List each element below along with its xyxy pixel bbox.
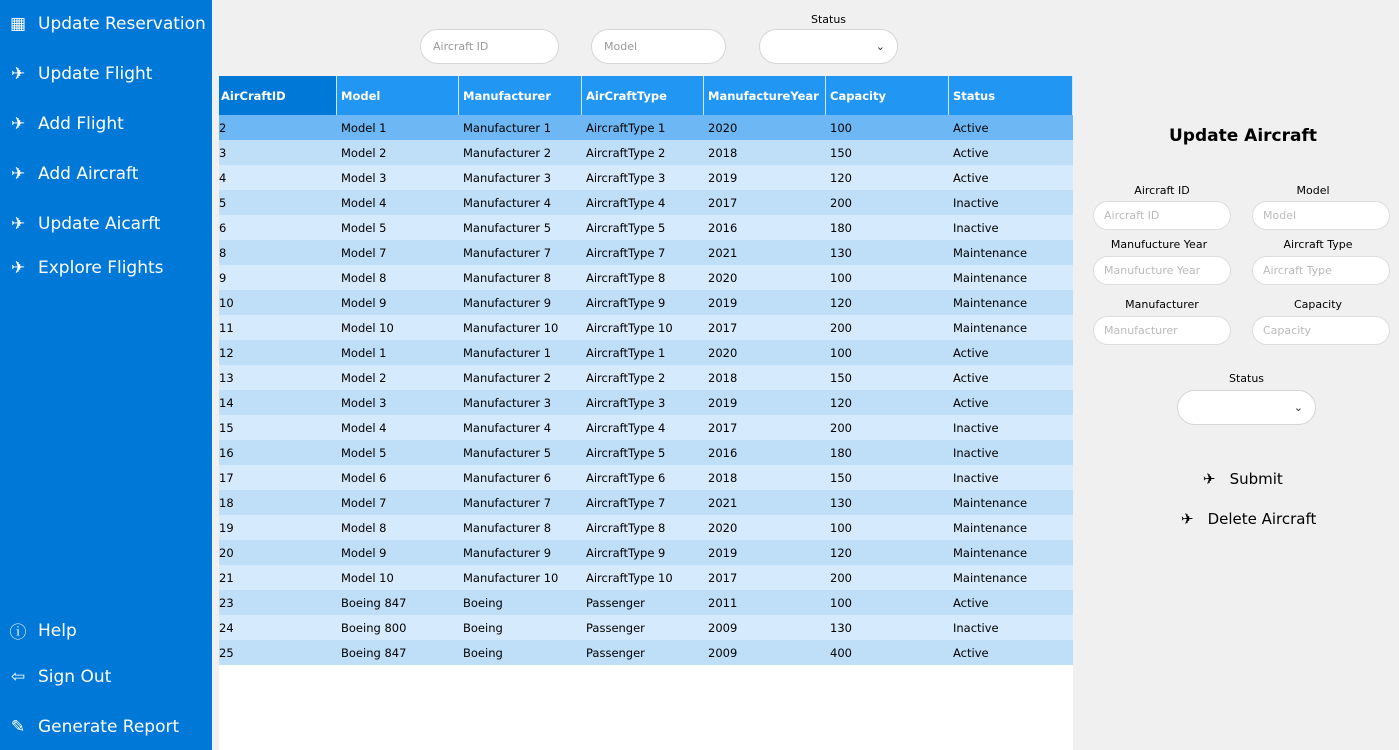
table-row[interactable] [219, 140, 1073, 165]
table-row[interactable] [219, 615, 1073, 640]
filter-aircraft-id-input[interactable] [420, 29, 559, 64]
type-label: Aircraft Type [1283, 238, 1353, 251]
table-cell: 100 [830, 520, 852, 535]
placeholder: Aircraft ID [1104, 209, 1160, 222]
table-cell: Boeing 800 [341, 620, 407, 635]
table-cell: 2009 [708, 620, 738, 635]
table-row[interactable] [219, 490, 1073, 515]
table-cell: 2019 [708, 545, 738, 560]
nav-label: Update Reservation [38, 14, 206, 34]
table-cell: Manufacturer 6 [463, 470, 552, 485]
table-cell: 150 [830, 470, 852, 485]
table-row[interactable] [219, 340, 1073, 365]
table-cell: 2019 [708, 295, 738, 310]
table-cell: 2020 [708, 270, 738, 285]
table-cell: AircraftType 5 [586, 220, 666, 235]
table-cell: 130 [830, 495, 852, 510]
table-row[interactable] [219, 640, 1073, 665]
table-cell: Maintenance [953, 495, 1028, 510]
filter-model-input[interactable] [591, 29, 726, 64]
table-cell: 2021 [708, 245, 738, 260]
model-label: Model [1296, 184, 1330, 197]
calendar-icon: ▦ [9, 14, 27, 34]
table-cell: 200 [830, 420, 852, 435]
table-cell: 2019 [708, 170, 738, 185]
table-cell: Manufacturer 9 [463, 545, 552, 560]
table-cell: 2 [219, 120, 227, 135]
table-cell: 2018 [708, 470, 738, 485]
column-header[interactable]: Capacity [826, 76, 949, 115]
table-cell: Inactive [953, 220, 999, 235]
airplane-icon: ✈ [10, 164, 26, 184]
table-cell: Model 7 [341, 495, 387, 510]
table-cell: 130 [830, 620, 852, 635]
table-cell: AircraftType 8 [586, 520, 666, 535]
airplane-icon: ✈ [10, 114, 26, 134]
table-cell: 400 [830, 645, 852, 660]
table-cell: Model 8 [341, 270, 387, 285]
table-row[interactable] [219, 365, 1073, 390]
aircraft-id-label: Aircraft ID [1134, 184, 1190, 197]
table-row[interactable] [219, 415, 1073, 440]
table-cell: Inactive [953, 445, 999, 460]
table-cell: Model 7 [341, 245, 387, 260]
table-cell: 25 [219, 645, 234, 660]
status-label: Status [1228, 372, 1265, 385]
table-cell: 15 [219, 420, 234, 435]
table-row[interactable] [219, 190, 1073, 215]
table-cell: Model 4 [341, 420, 387, 435]
table-row[interactable] [219, 515, 1073, 540]
table-cell: 16 [219, 445, 234, 460]
table-cell: 2020 [708, 120, 738, 135]
table-cell: 20 [219, 545, 234, 560]
submit-button[interactable] [1203, 470, 1283, 488]
chevron-down-icon: ⌄ [1293, 401, 1303, 414]
airplane-icon: ✈ [1203, 470, 1216, 488]
table-cell: Model 8 [341, 520, 387, 535]
table-cell: Model 1 [341, 345, 387, 360]
table-cell: Manufacturer 2 [463, 145, 552, 160]
manufacturer-label: Manufacturer [1125, 298, 1199, 311]
placeholder: Aircraft ID [433, 40, 489, 53]
table-row[interactable] [219, 315, 1073, 340]
year-label: Manufucture Year [1110, 238, 1208, 251]
table-cell: Manufacturer 7 [463, 245, 552, 260]
table-cell: AircraftType 2 [586, 145, 666, 160]
table-cell: 10 [219, 295, 234, 310]
table-row[interactable] [219, 440, 1073, 465]
manufacturer-input[interactable] [1093, 316, 1231, 345]
table-cell: 2016 [708, 445, 738, 460]
table-cell: 23 [219, 595, 234, 610]
table-cell: AircraftType 4 [586, 195, 666, 210]
table-cell: 8 [219, 245, 227, 260]
table-cell: 19 [219, 520, 234, 535]
table-cell: 18 [219, 495, 234, 510]
table-cell: 14 [219, 395, 234, 410]
table-cell: Manufacturer 8 [463, 270, 552, 285]
table-cell: Boeing 847 [341, 645, 407, 660]
table-cell: Manufacturer 7 [463, 495, 552, 510]
table-cell: 2020 [708, 345, 738, 360]
table-cell: Model 2 [341, 370, 387, 385]
table-cell: Manufacturer 4 [463, 420, 552, 435]
nav-generate-report[interactable] [8, 717, 179, 737]
table-row[interactable] [219, 115, 1073, 140]
table-cell: Manufacturer 2 [463, 370, 552, 385]
table-cell: 120 [830, 295, 852, 310]
table-cell: AircraftType 6 [586, 470, 666, 485]
nav-update-aircraft[interactable] [8, 214, 160, 234]
table-cell: Manufacturer 5 [463, 445, 552, 460]
sign-out-icon: ⇦ [10, 667, 26, 687]
table-row[interactable] [219, 465, 1073, 490]
table-cell: Maintenance [953, 545, 1028, 560]
table-row[interactable] [219, 165, 1073, 190]
aircraft-table [219, 76, 1073, 750]
table-cell: 21 [219, 570, 234, 585]
table-cell: 120 [830, 395, 852, 410]
table-cell: 100 [830, 345, 852, 360]
table-cell: 13 [219, 370, 234, 385]
placeholder: Aircraft Type [1263, 264, 1332, 277]
delete-aircraft-button[interactable] [1181, 510, 1316, 528]
model-input[interactable] [1252, 201, 1390, 230]
table-cell: 2021 [708, 495, 738, 510]
table-cell: 180 [830, 445, 852, 460]
table-cell: Active [953, 370, 989, 385]
table-cell: Model 5 [341, 445, 387, 460]
table-row[interactable] [219, 265, 1073, 290]
table-row[interactable] [219, 240, 1073, 265]
table-cell: Active [953, 345, 989, 360]
table-cell: 2009 [708, 645, 738, 660]
table-cell: 3 [219, 145, 227, 160]
table-cell: Inactive [953, 620, 999, 635]
table-cell: 2019 [708, 395, 738, 410]
nav-label: Help [38, 620, 77, 641]
report-icon: ✎ [10, 717, 26, 737]
table-cell: AircraftType 10 [586, 570, 673, 585]
table-cell: Inactive [953, 195, 999, 210]
placeholder: Model [604, 40, 638, 53]
table-cell: Model 9 [341, 295, 387, 310]
table-cell: Manufacturer 8 [463, 520, 552, 535]
year-input[interactable] [1093, 256, 1231, 285]
column-header[interactable]: AirCraftID [219, 76, 337, 115]
nav-label: Update Flight [38, 64, 153, 84]
table-cell: Active [953, 595, 989, 610]
table-cell: Model 3 [341, 170, 387, 185]
table-cell: AircraftType 4 [586, 420, 666, 435]
airplane-icon: ✈ [10, 64, 26, 84]
table-cell: 2016 [708, 220, 738, 235]
submit-label: Submit [1229, 470, 1283, 488]
filter-status-select[interactable] [759, 29, 898, 64]
table-cell: Model 9 [341, 545, 387, 560]
nav-label: Explore Flights [38, 258, 164, 278]
nav-label: Add Aircraft [38, 164, 139, 184]
table-cell: Boeing 847 [341, 595, 407, 610]
table-cell: Model 10 [341, 570, 394, 585]
table-cell: 200 [830, 320, 852, 335]
table-cell: AircraftType 10 [586, 320, 673, 335]
chevron-down-icon: ⌄ [875, 40, 885, 53]
table-cell: Maintenance [953, 320, 1028, 335]
table-row[interactable] [219, 390, 1073, 415]
table-cell: Active [953, 120, 989, 135]
table-cell: AircraftType 9 [586, 295, 666, 310]
table-cell: Model 6 [341, 470, 387, 485]
table-row[interactable] [219, 215, 1073, 240]
column-header[interactable]: Manufacturer [459, 76, 582, 115]
column-header[interactable]: Status [949, 76, 1073, 115]
placeholder: Manufacturer [1104, 324, 1178, 337]
table-cell: 150 [830, 145, 852, 160]
status-select[interactable] [1177, 390, 1316, 425]
table-cell: Boeing [463, 595, 503, 610]
placeholder: Capacity [1263, 324, 1312, 337]
table-cell: 120 [830, 545, 852, 560]
table-cell: AircraftType 3 [586, 170, 666, 185]
nav-label: Add Flight [38, 114, 124, 134]
table-cell: Model 3 [341, 395, 387, 410]
table-cell: Maintenance [953, 295, 1028, 310]
nav-explore-flights[interactable] [8, 258, 164, 278]
table-cell: Maintenance [953, 570, 1028, 585]
airplane-icon: ✈ [10, 214, 26, 234]
table-cell: AircraftType 7 [586, 495, 666, 510]
table-cell: 100 [830, 270, 852, 285]
table-cell: 4 [219, 170, 227, 185]
nav-sign-out[interactable] [8, 667, 111, 687]
table-cell: 180 [830, 220, 852, 235]
table-cell: 24 [219, 620, 234, 635]
table-cell: 2017 [708, 195, 738, 210]
table-cell: 2017 [708, 570, 738, 585]
nav-update-reservation[interactable] [8, 14, 206, 34]
table-cell: 2018 [708, 370, 738, 385]
aircraft-id-input[interactable] [1093, 201, 1231, 230]
table-cell: Manufacturer 9 [463, 295, 552, 310]
table-cell: Inactive [953, 420, 999, 435]
table-row[interactable] [219, 540, 1073, 565]
table-cell: 17 [219, 470, 234, 485]
table-cell: 11 [219, 320, 234, 335]
column-header[interactable]: ManufactureYear [704, 76, 826, 115]
table-cell: AircraftType 1 [586, 345, 666, 360]
table-cell: Active [953, 170, 989, 185]
table-cell: Active [953, 645, 989, 660]
column-header[interactable]: Model [337, 76, 459, 115]
table-cell: AircraftType 5 [586, 445, 666, 460]
table-cell: Maintenance [953, 270, 1028, 285]
table-cell: AircraftType 8 [586, 270, 666, 285]
nav-add-flight[interactable] [8, 114, 124, 134]
table-cell: 120 [830, 170, 852, 185]
table-cell: 6 [219, 220, 227, 235]
table-cell: 9 [219, 270, 227, 285]
table-cell: AircraftType 1 [586, 120, 666, 135]
table-cell: Manufacturer 1 [463, 345, 552, 360]
sidebar [0, 0, 212, 750]
table-cell: Model 1 [341, 120, 387, 135]
table-cell: 2017 [708, 420, 738, 435]
nav-help[interactable] [8, 618, 77, 643]
table-cell: AircraftType 2 [586, 370, 666, 385]
table-cell: Active [953, 145, 989, 160]
table-cell: 200 [830, 570, 852, 585]
table-cell: Boeing [463, 645, 503, 660]
delete-label: Delete Aircraft [1207, 510, 1317, 528]
table-cell: Manufacturer 4 [463, 195, 552, 210]
table-cell: Manufacturer 10 [463, 570, 559, 585]
capacity-label: Capacity [1293, 298, 1343, 311]
table-cell: Passenger [586, 595, 645, 610]
table-cell: AircraftType 3 [586, 395, 666, 410]
table-cell: Manufacturer 5 [463, 220, 552, 235]
table-row[interactable] [219, 290, 1073, 315]
nav-label: Generate Report [38, 717, 180, 737]
table-cell: 100 [830, 595, 852, 610]
table-row[interactable] [219, 590, 1073, 615]
nav-label: Sign Out [38, 667, 112, 687]
table-cell: Passenger [586, 620, 645, 635]
table-cell: 2011 [708, 595, 738, 610]
table-cell: Manufacturer 10 [463, 320, 559, 335]
column-header[interactable]: AirCraftType [582, 76, 704, 115]
table-cell: Model 4 [341, 195, 387, 210]
table-cell: 200 [830, 195, 852, 210]
table-cell: Maintenance [953, 245, 1028, 260]
table-cell: Inactive [953, 470, 999, 485]
table-cell: Model 10 [341, 320, 394, 335]
nav-update-flight[interactable] [8, 64, 152, 84]
table-cell: 5 [219, 195, 227, 210]
placeholder: Manufucture Year [1104, 264, 1201, 277]
table-cell: AircraftType 7 [586, 245, 666, 260]
table-cell: 2017 [708, 320, 738, 335]
table-row[interactable] [219, 565, 1073, 590]
table-cell: 130 [830, 245, 852, 260]
form-title: Update Aircraft [1168, 126, 1317, 146]
nav-add-aircraft[interactable] [8, 164, 138, 184]
airplane-icon: ✈ [10, 258, 26, 278]
airplane-icon: ✈ [1181, 510, 1194, 528]
type-input[interactable] [1252, 256, 1390, 285]
nav-label: Update Aicarft [38, 214, 161, 234]
help-icon: ⓘ [9, 623, 27, 643]
table-cell: 12 [219, 345, 234, 360]
capacity-input[interactable] [1252, 316, 1390, 345]
table-cell: Passenger [586, 645, 645, 660]
table-cell: Model 2 [341, 145, 387, 160]
table-cell: AircraftType 9 [586, 545, 666, 560]
placeholder: Model [1263, 209, 1297, 222]
table-cell: 2018 [708, 145, 738, 160]
table-cell: 100 [830, 120, 852, 135]
table-cell: 150 [830, 370, 852, 385]
table-cell: Manufacturer 3 [463, 395, 552, 410]
table-cell: Maintenance [953, 520, 1028, 535]
table-cell: Model 5 [341, 220, 387, 235]
table-cell: Manufacturer 3 [463, 170, 552, 185]
table-cell: 2020 [708, 520, 738, 535]
table-cell: Manufacturer 1 [463, 120, 552, 135]
table-cell: Boeing [463, 620, 503, 635]
filter-status-label: Status [810, 13, 847, 26]
table-cell: Active [953, 395, 989, 410]
table-header [219, 76, 1073, 115]
